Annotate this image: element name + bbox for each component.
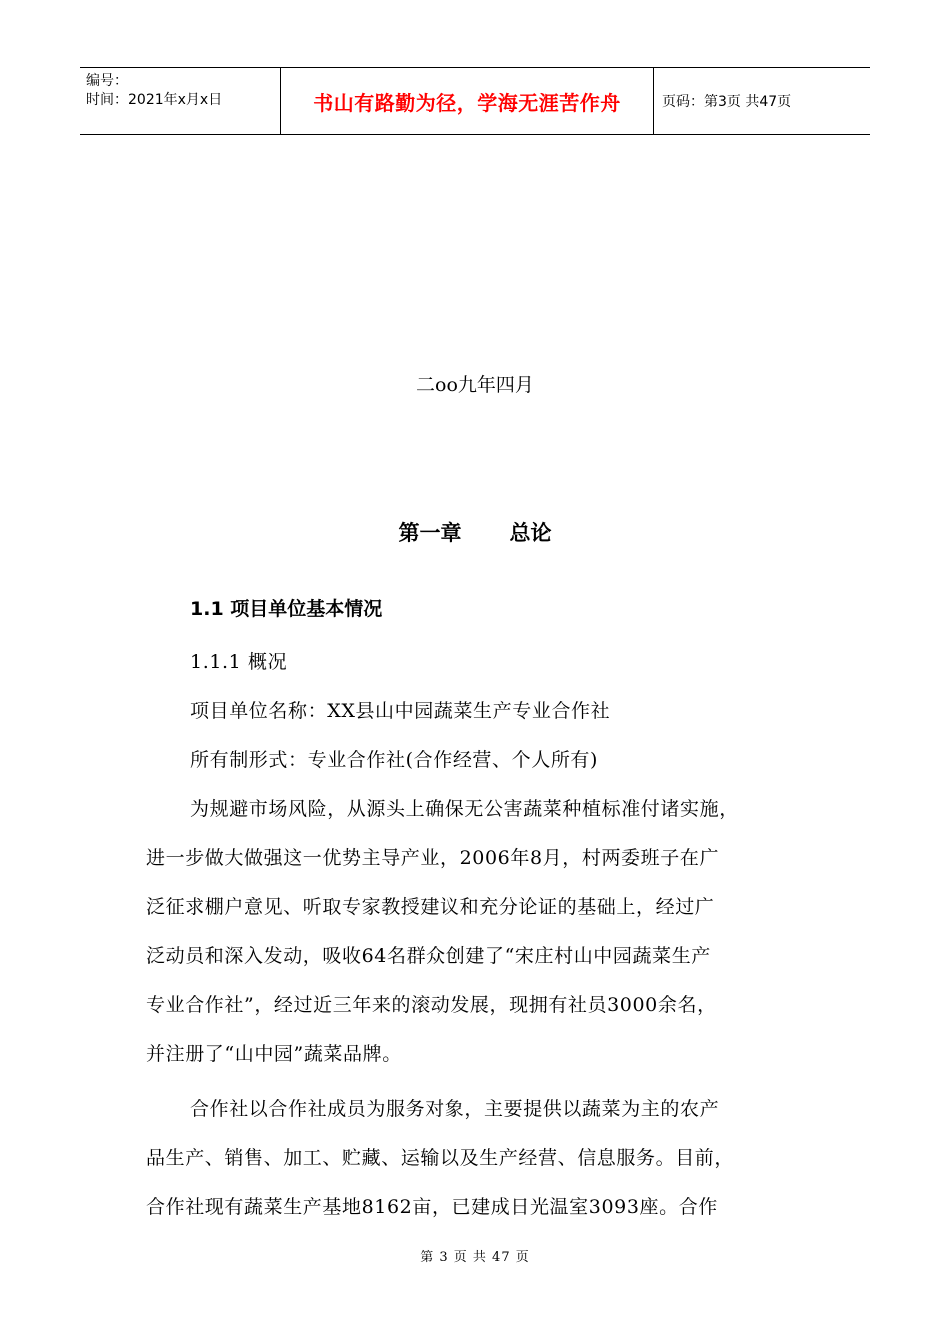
page-header [80, 67, 870, 135]
header-motto: 书山有路勤为径，学海无涯苦作舟 [281, 68, 654, 134]
paragraph-line: 泛动员和深入发动，吸收64名群众创建了“宋庄村山中园蔬菜生产 [146, 945, 711, 967]
section-heading: 1.1 项目单位基本情况 [190, 598, 383, 620]
paragraph-line: 合作社现有蔬菜生产基地8162亩，已建成日光温室3093座。合作 [146, 1196, 718, 1218]
unit-name-line: 项目单位名称：XX县山中园蔬菜生产专业合作社 [190, 700, 611, 722]
page-footer: 第 3 页 共 47 页 [420, 1250, 530, 1265]
paragraph-line: 品生产、销售、加工、贮藏、运输以及生产经营、信息服务。目前， [146, 1147, 735, 1169]
header-page-info: 页码：第3页 共47页 [662, 94, 792, 110]
header-meta [80, 68, 281, 134]
paragraph-line: 并注册了“山中园”蔬菜品牌。 [146, 1043, 402, 1065]
time-label: 时间：2021年x月x日 [86, 92, 223, 108]
paragraph-line: 进一步做大做强这一优势主导产业，2006年8月，村两委班子在广 [146, 847, 720, 869]
chapter-number: 第一章 [398, 521, 462, 545]
cover-date: 二oo九年四月 [416, 374, 534, 396]
paragraph-line: 泛征求棚户意见、听取专家教授建议和充分论证的基础上，经过广 [146, 896, 715, 918]
subsection-heading: 1.1.1 概况 [190, 651, 288, 673]
paragraph-line: 为规避市场风险，从源头上确保无公害蔬菜种植标准付诸实施， [190, 798, 739, 820]
chapter-title: 总论 [509, 521, 552, 545]
number-label: 编号： [86, 73, 128, 89]
paragraph-line: 合作社以合作社成员为服务对象，主要提供以蔬菜为主的农产 [190, 1098, 720, 1120]
chapter-heading [0, 517, 950, 547]
ownership-line: 所有制形式：专业合作社(合作经营、个人所有) [190, 749, 599, 771]
paragraph-line: 专业合作社”，经过近三年来的滚动发展，现拥有社员3000余名， [146, 994, 717, 1016]
